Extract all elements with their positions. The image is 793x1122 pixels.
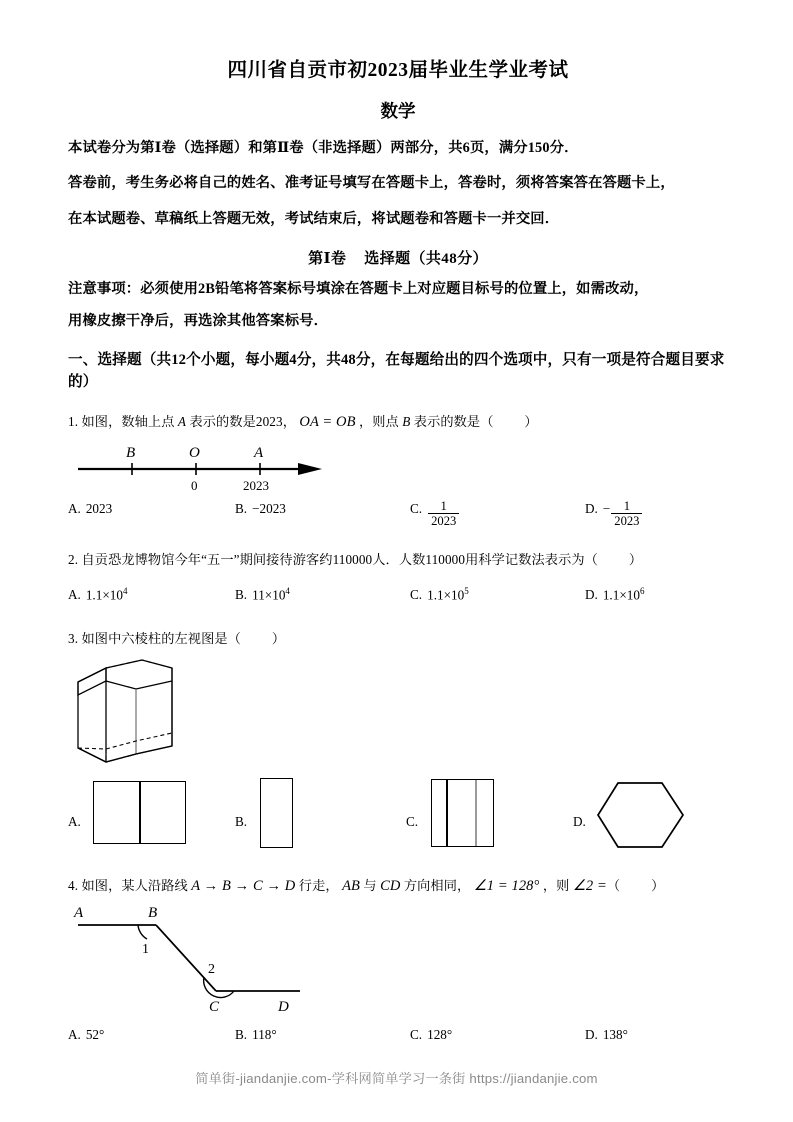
option-value: 52° — [85, 1026, 105, 1042]
question-2-paren-close: ） — [628, 552, 643, 567]
question-1-var-b: B — [402, 413, 411, 429]
option-label: D. — [585, 1026, 598, 1042]
number-line-label-o: O — [189, 444, 200, 461]
question-1-text-mid: 表示的数是2023， — [189, 413, 296, 429]
option-value: 118° — [252, 1026, 277, 1042]
question-3-option-d-label: D. — [573, 813, 586, 829]
section-type-label: 选择题（共48分） — [364, 250, 488, 267]
question-3-prism-diagram — [68, 654, 728, 772]
question-3-options — [68, 776, 728, 866]
question-4-stem — [68, 876, 728, 897]
question-2-number: 2. — [68, 552, 79, 567]
question-3-option-a-label: A. — [68, 813, 81, 829]
option-value — [603, 585, 645, 605]
question-2-text: 自贡恐龙博物馆今年“五一”期间接待游客约110000人．人数110000用科学记数法表示为（ — [81, 552, 598, 567]
option-exponent: 4 — [122, 586, 128, 597]
question-4-text-mid4: ，则 — [542, 877, 570, 893]
option-value — [86, 585, 128, 605]
option-label: C. — [410, 1026, 423, 1042]
question-4-segment-ab: AB — [342, 877, 360, 894]
option-value — [252, 585, 290, 605]
instruction-line-3: 在本试题卷、草稿纸上答题无效，考试结束后，将试题卷和答题卡一并交回． — [68, 210, 560, 227]
option-label: A. — [68, 1026, 81, 1042]
option-mantissa: 1.1×10 — [427, 587, 465, 603]
option-label: C. — [410, 500, 423, 516]
shape-divider-line-2 — [475, 780, 477, 846]
question-1-var-a: A — [177, 413, 187, 429]
question-4-number: 4. — [68, 877, 79, 893]
question-1-paren-close: ） — [524, 413, 538, 429]
question-2-option-c[interactable] — [410, 585, 585, 605]
question-4-option-c[interactable] — [410, 1025, 585, 1044]
question-1 — [68, 412, 728, 528]
option-mantissa: 11×10 — [252, 587, 286, 603]
number-line-label-b: B — [126, 444, 136, 461]
section-part-label: 第Ⅰ卷 — [308, 250, 347, 267]
footer-watermark: 简单街-jiandanjie.com-学科网简单学习一条街 https://jiandanjie.com — [195, 1071, 598, 1086]
path-angles-svg — [68, 903, 328, 1021]
option-label: A. — [68, 587, 81, 603]
question-1-option-c[interactable] — [410, 499, 585, 528]
question-1-text-end: 表示的数是（ — [413, 413, 494, 429]
path-label-c: C — [209, 998, 220, 1015]
question-4-option-a[interactable] — [68, 1025, 235, 1044]
option-label: B. — [235, 500, 248, 516]
number-line-value-0: 0 — [191, 477, 198, 493]
question-4-angle2: ∠2 = — [572, 877, 607, 894]
notice-line-2: 用橡皮擦干净后，再选涂其他答案标号． — [68, 313, 329, 330]
option-label: A. — [68, 500, 81, 516]
number-line-value-2023: 2023 — [243, 477, 269, 493]
question-3-option-c-shape[interactable] — [431, 779, 494, 847]
question-4-paren-open: （ — [606, 877, 621, 893]
question-3-paren-close: ） — [271, 630, 286, 646]
question-4-angle1: ∠1 = 128° — [473, 877, 540, 894]
angle-label-2: 2 — [208, 961, 215, 977]
fraction-numerator: 1 — [440, 498, 447, 513]
option-label: D. — [585, 500, 598, 516]
path-label-a: A — [74, 904, 84, 921]
shape-divider-line-1 — [446, 780, 448, 846]
instruction-line-2: 答卷前，考生务必将自己的姓名、准考证号填写在答题卡上，答卷时，须将答案答在答题卡上， — [68, 175, 675, 192]
question-4-paren-close: ） — [651, 877, 665, 893]
question-1-text-post: ，则点 — [358, 413, 399, 429]
number-line-svg — [74, 439, 334, 497]
question-4-option-b[interactable] — [235, 1025, 410, 1044]
question-1-options — [68, 499, 728, 528]
page-title: 四川省自贡市初2023届毕业生学业考试 — [227, 60, 569, 81]
question-2-option-d[interactable] — [585, 585, 725, 605]
question-4-text-mid1: 行走， — [298, 877, 339, 893]
option-sign: − — [602, 500, 611, 516]
option-value: 128° — [427, 1026, 453, 1042]
question-3-number: 3. — [68, 630, 79, 646]
question-4-path: A → B → C → D — [191, 877, 296, 894]
number-line-label-a: A — [254, 444, 264, 461]
page-content — [68, 58, 728, 1044]
question-4-text-pre: 如图，某人沿路线 — [81, 877, 188, 893]
path-label-d: D — [278, 998, 289, 1015]
question-4-text-mid3: 方向相同， — [403, 877, 471, 893]
question-3-stem — [68, 629, 728, 648]
angle-label-1: 1 — [142, 941, 149, 957]
option-mantissa: 1.1×10 — [85, 587, 123, 603]
section-heading — [68, 247, 728, 268]
option-value — [427, 585, 469, 605]
question-3-option-c-label: C. — [406, 813, 419, 829]
question-4 — [68, 876, 728, 1044]
question-3-option-a-shape[interactable] — [93, 781, 186, 844]
shape-divider-line — [139, 782, 141, 843]
option-label: D. — [585, 587, 598, 603]
fraction-denominator: 2023 — [428, 513, 459, 528]
question-3-text: 如图中六棱柱的左视图是（ — [81, 630, 241, 646]
option-value: −2023 — [252, 500, 286, 516]
question-4-option-d[interactable] — [585, 1025, 725, 1044]
option-fraction — [611, 499, 642, 528]
option-label: B. — [235, 587, 248, 603]
option-value: 2023 — [85, 500, 113, 516]
question-3 — [68, 629, 728, 866]
question-1-text-pre: 如图，数轴上点 — [81, 413, 175, 429]
question-1-number: 1. — [68, 413, 79, 429]
question-3-option-d-shape[interactable] — [596, 778, 686, 852]
question-2-stem — [68, 550, 728, 569]
option-fraction — [428, 499, 459, 528]
question-4-text-mid2: 与 — [363, 877, 377, 893]
option-mantissa: 1.1×10 — [602, 587, 640, 603]
question-1-formula: OA = OB — [299, 413, 356, 430]
path-label-b: B — [148, 904, 158, 921]
option-exponent: 4 — [285, 586, 290, 597]
fraction-denominator: 2023 — [611, 513, 642, 528]
question-2-option-b[interactable] — [235, 585, 410, 605]
question-1-number-line-diagram — [74, 439, 728, 497]
option-label: C. — [410, 587, 423, 603]
question-1-stem — [68, 412, 728, 433]
option-value: 138° — [602, 1026, 628, 1042]
notice-line-1: 注意事项：必须使用2B铅笔将答案标号填涂在答题卡上对应题目标号的位置上，如需改动， — [68, 280, 649, 297]
question-1-option-d[interactable] — [585, 499, 725, 528]
question-3-option-b-label: B. — [235, 813, 248, 829]
subject-title: 数学 — [380, 101, 416, 122]
question-4-options — [68, 1025, 728, 1044]
hexagonal-prism-svg — [68, 654, 208, 772]
instruction-line-1: 本试卷分为第Ⅰ卷（选择题）和第Ⅱ卷（非选择题）两部分，共6页，满分150分． — [68, 140, 579, 157]
question-2-option-a[interactable] — [68, 585, 235, 605]
option-exponent: 5 — [464, 586, 469, 597]
question-2-options — [68, 585, 728, 605]
fraction-numerator: 1 — [623, 498, 630, 513]
question-4-segment-cd: CD — [380, 877, 401, 894]
question-4-path-diagram — [68, 903, 728, 1023]
question-1-option-a[interactable] — [68, 499, 235, 518]
option-label: B. — [235, 1026, 248, 1042]
question-3-option-b-shape[interactable] — [260, 778, 293, 848]
option-exponent: 6 — [639, 586, 645, 597]
question-2 — [68, 550, 728, 605]
question-1-option-b[interactable] — [235, 499, 410, 518]
part-one-heading: 一、选择题（共12个小题，每小题4分，共48分，在每题给出的四个选项中，只有一项是符合题目要求的） — [68, 351, 725, 391]
